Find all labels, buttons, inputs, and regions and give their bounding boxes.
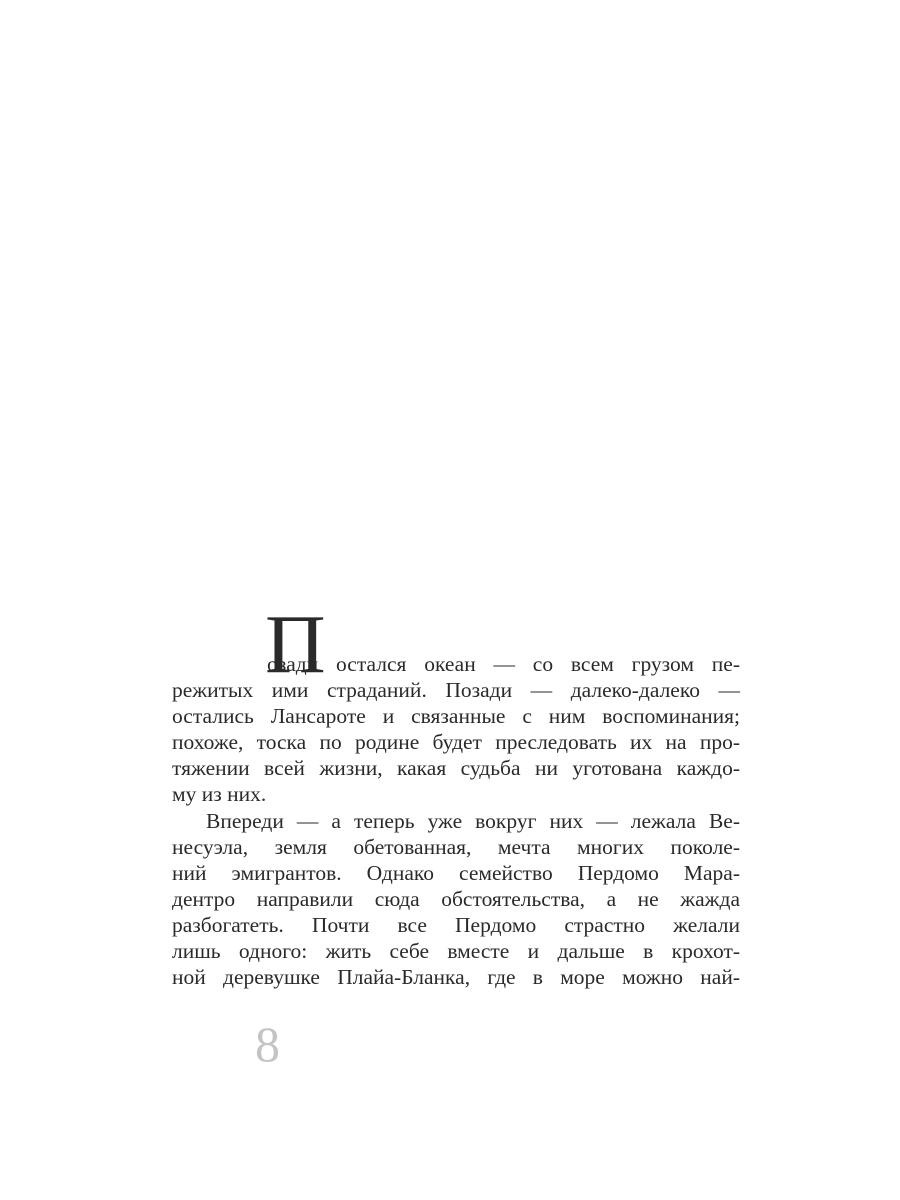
text-line: разбогатеть. Почти все Пердомо страстно желали <box>172 912 740 937</box>
page-number: 8 <box>255 1016 280 1072</box>
text-line: остались Лансароте и связанные с ним воспоминания; <box>172 704 740 729</box>
text-line: лишь одного: жить себе вместе и дальше в крохот- <box>172 939 740 964</box>
text-line: ной деревушке Плайа-Бланка, где в море можно най- <box>172 965 740 990</box>
text-line: ний эмигрантов. Однако семейство Пердомо Мара- <box>172 860 740 885</box>
drop-cap-letter: П <box>265 598 326 691</box>
body-text <box>172 598 740 990</box>
text-line: похоже, тоска по родине будет преследовать их на про- <box>172 730 740 755</box>
text-line: Впереди — а теперь уже вокруг них — лежала Ве- <box>206 808 740 833</box>
text-line: му из них. <box>172 782 267 807</box>
text-line: дентро направили сюда обстоятельства, а не жажда <box>172 886 740 911</box>
text-line: тяжении всей жизни, какая судьба ни уготована каждо- <box>172 756 740 781</box>
text-line: несуэла, земля обетованная, мечта многих поколе- <box>172 834 740 859</box>
text-line: озади остался океан — со всем грузом пе- <box>267 652 740 676</box>
text-line: режитых ими страданий. Позади — далеко-далеко — <box>172 678 740 703</box>
